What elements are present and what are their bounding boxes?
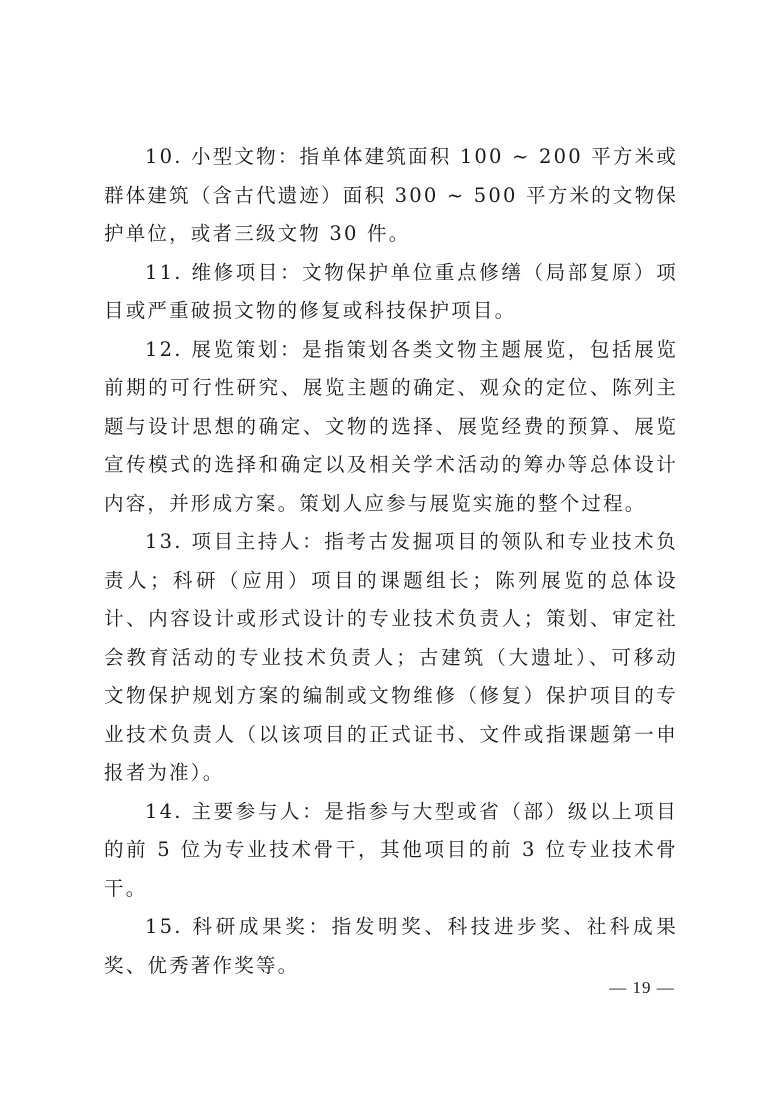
- document-body: [104, 138, 678, 985]
- paragraph-item-15: 15. 科研成果奖：指发明奖、科技进步奖、社科成果奖、优秀著作奖等。: [104, 915, 678, 977]
- page-number: — 19 —: [609, 978, 675, 997]
- paragraph-item-11: 11. 维修项目：文物保护单位重点修缮（局部复原）项目或严重破损文物的修复或科技保护项目。: [104, 260, 678, 322]
- paragraph-item-13: 13. 项目主持人：指考古发掘项目的领队和专业技术负责人；科研（应用）项目的课题组长；陈列展览的总体设计、内容设计或形式设计的专业技术负责人；策划、审定社会教育活动的专业技术负责人；古建筑（大遗址）、可移动文物保护规划方案的编制或文物维修（修复）保护项目的专业技术负责人（以该项目的正式证书、文件或指课题第一申报者为准）。: [104, 530, 678, 784]
- paragraph-item-10: 10. 小型文物：指单体建筑面积 100 ~ 200 平方米或群体建筑（含古代遗迹）面积 300 ~ 500 平方米的文物保护单位，或者三级文物 30 件。: [104, 145, 678, 245]
- paragraph-item-14: 14. 主要参与人：是指参与大型或省（部）级以上项目的前 5 位为专业技术骨干，其他项目的前 3 位专业技术骨干。: [104, 799, 678, 900]
- paragraph-item-12: 12. 展览策划：是指策划各类文物主题展览，包括展览前期的可行性研究、展览主题的确定、观众的定位、陈列主题与设计思想的确定、文物的选择、展览经费的预算、展览宣传模式的选择和确定以及相关学术活动的筹办等总体设计内容，并形成方案。策划人应参与展览实施的整个过程。: [104, 337, 678, 515]
